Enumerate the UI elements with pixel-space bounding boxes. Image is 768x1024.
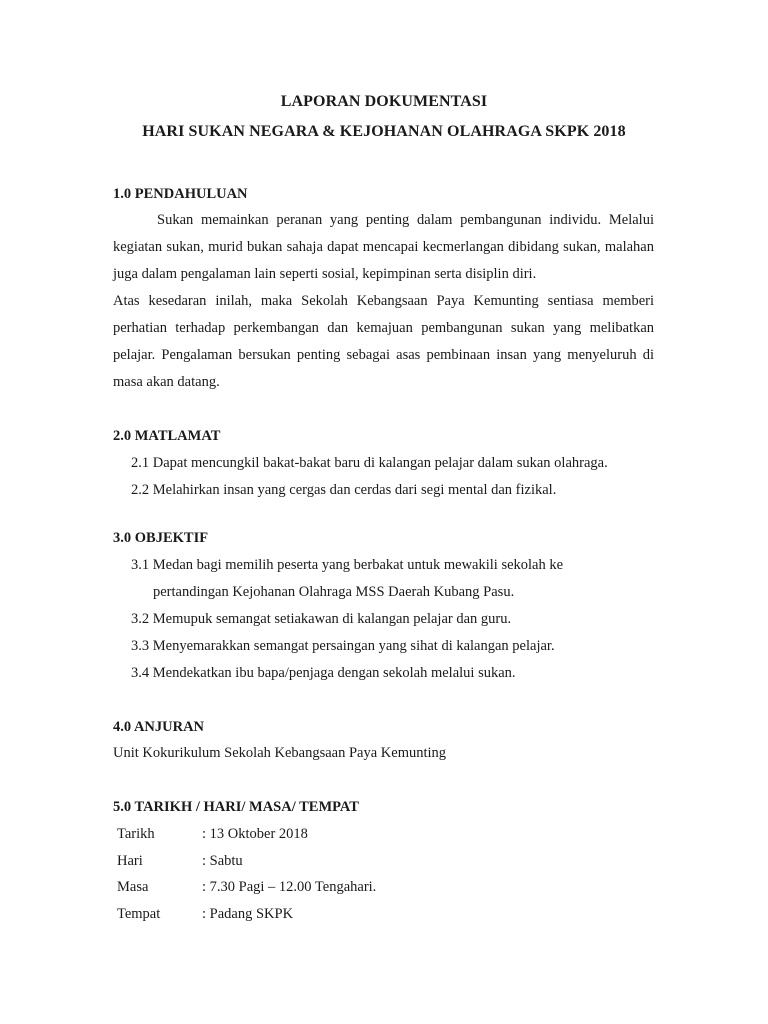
section-1-paragraph-1 [113,207,654,288]
document-title: LAPORAN DOKUMENTASI [280,93,488,110]
matlamat-item-2-2: 2.2 Melahirkan insan yang cergas dan cerdas dari segi mental dan fizikal. [131,482,557,498]
objektif-item-3-1: 3.1 Medan bagi memilih peserta yang berbakat untuk mewakili sekolah ke [131,557,564,573]
tempat-label: Tempat [117,906,161,922]
section-5-heading: 5.0 TARIKH / HARI/ MASA/ TEMPAT [113,799,359,815]
hari-label: Hari [117,853,143,869]
section-3-heading: 3.0 OBJEKTIF [113,530,209,546]
masa-value: : 7.30 Pagi – 12.00 Tengahari. [202,879,377,895]
masa-label: Masa [117,879,149,895]
section-4-heading: 4.0 ANJURAN [113,719,205,735]
tarikh-label: Tarikh [117,826,155,842]
tarikh-value: : 13 Oktober 2018 [202,826,308,842]
document-subtitle: HARI SUKAN NEGARA & KEJOHANAN OLAHRAGA SKPK 2018 [142,123,626,140]
tempat-value: : Padang SKPK [202,906,294,922]
objektif-item-3-2: 3.2 Memupuk semangat setiakawan di kalangan pelajar dan guru. [131,611,512,627]
section-1-paragraph-1-text: Sukan memainkan peranan yang penting dalam pembangunan individu. Melalui kegiatan sukan, murid bukan sahaja dapat mencapai kecmerlangan dibidang sukan, malahan juga dalam pengalaman lain seperti sosial, kepimpinan serta disiplin diri. [113,212,654,282]
matlamat-item-2-1: 2.1 Dapat mencungkil bakat-bakat baru di kalangan pelajar dalam sukan olahraga. [131,455,608,471]
objektif-item-3-4: 3.4 Mendekatkan ibu bapa/penjaga dengan sekolah melalui sukan. [131,665,516,681]
objektif-item-3-1-continued: pertandingan Kejohanan Olahraga MSS Daerah Kubang Pasu. [153,584,515,600]
section-2-heading: 2.0 MATLAMAT [113,428,221,444]
objektif-item-3-3: 3.3 Menyemarakkan semangat persaingan yang sihat di kalangan pelajar. [131,638,555,654]
hari-value: : Sabtu [202,853,243,869]
anjuran-text: Unit Kokurikulum Sekolah Kebangsaan Paya Kemunting [113,745,447,761]
section-1-heading: 1.0 PENDAHULUAN [113,186,248,202]
section-1-paragraph-2: Atas kesedaran inilah, maka Sekolah Kebangsaan Paya Kemunting sentiasa memberi perhatian terhadap perkembangan dan kemajuan pembangunan sukan yang melibatkan pelajar. Pengalaman bersukan penting sebagai asas pembinaan insan yang menyeluruh di masa akan datang. [113,293,654,390]
